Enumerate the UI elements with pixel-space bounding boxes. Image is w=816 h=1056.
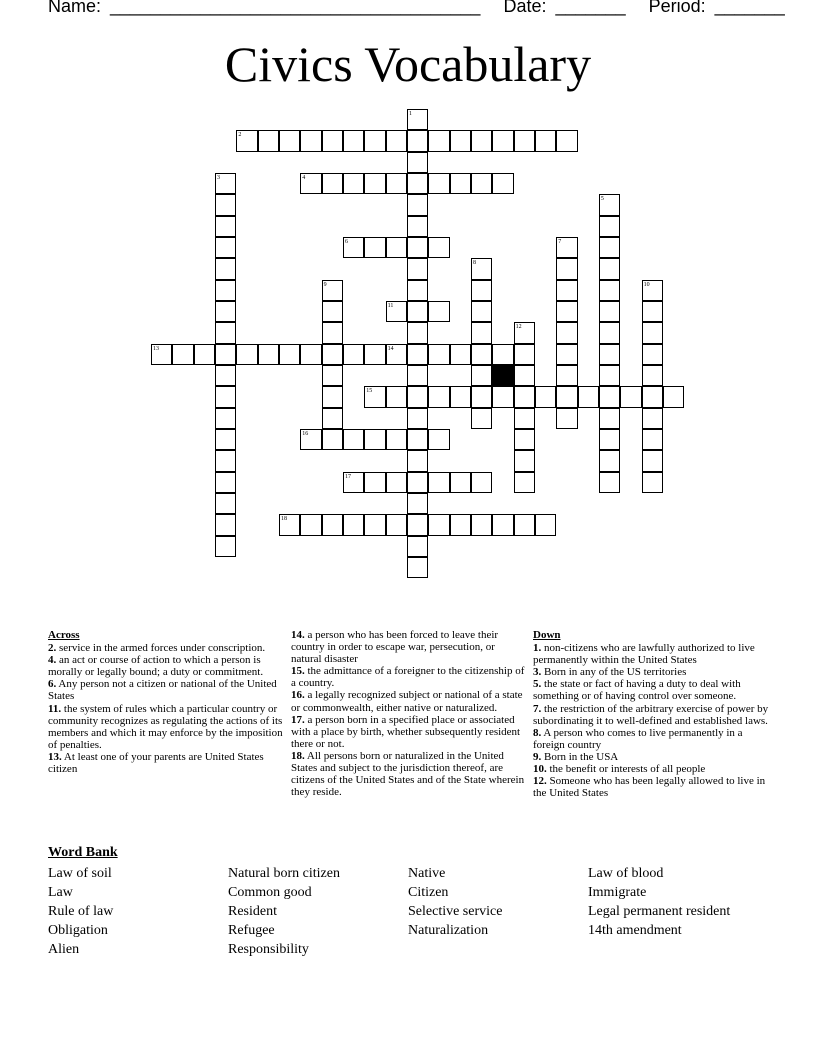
grid-cell[interactable] [322,344,343,365]
grid-cell[interactable] [407,450,428,471]
word-bank-item: Native [408,866,446,881]
grid-cell[interactable] [642,365,663,386]
grid-cell[interactable] [407,386,428,407]
grid-cell[interactable] [407,408,428,429]
clue-text: A person who comes to live permanently in a foreign country [533,726,743,751]
word-bank-item: Law of blood [588,866,664,881]
clue-item [291,665,527,689]
grid-cell[interactable] [471,322,492,343]
name-field[interactable]: _____________________________________ [110,0,481,16]
clue-item [533,642,769,666]
word-bank-item: 14th amendment [588,923,682,938]
grid-cell[interactable] [514,450,535,471]
grid-cell[interactable] [642,322,663,343]
grid-cell[interactable] [556,365,577,386]
clue-number-label: 7. [533,702,542,715]
grid-cell[interactable] [407,514,428,535]
word-bank-item: Law of soil [48,866,112,881]
grid-cell[interactable] [514,408,535,429]
grid-cell[interactable] [322,173,343,194]
grid-cell[interactable] [407,216,428,237]
grid-cell[interactable] [364,344,385,365]
grid-cell[interactable] [599,365,620,386]
grid-cell[interactable] [343,130,364,151]
word-bank-item: Responsibility [228,942,309,957]
clue-item [48,678,284,702]
grid-cell[interactable] [407,322,428,343]
grid-cell[interactable] [535,130,556,151]
grid-cell[interactable] [215,408,236,429]
grid-cell[interactable] [428,344,449,365]
grid-cell[interactable] [364,472,385,493]
down-list [533,642,769,799]
grid-cell[interactable] [215,472,236,493]
word-bank-item: Naturalization [408,923,489,938]
word-bank-column-1 [48,864,113,959]
grid-cell[interactable] [386,173,407,194]
across-list-1 [48,642,284,775]
clue-number: 3 [216,174,220,181]
clue-item [291,750,527,798]
grid-cell[interactable] [642,408,663,429]
clue-item [291,629,527,665]
grid-cell[interactable] [364,130,385,151]
grid-cell[interactable] [428,173,449,194]
grid-cell[interactable] [215,429,236,450]
grid-cell[interactable] [471,280,492,301]
grid-cell[interactable] [279,344,300,365]
grid-cell[interactable] [407,130,428,151]
clue-number-label: 4. [48,654,57,667]
clue-text: the admittance of a foreigner to the citizenship of a country. [291,665,525,690]
clue-text: At least one of your parents are United States citizen [48,750,264,776]
grid-cell[interactable] [514,344,535,365]
clue-item [533,775,769,799]
grid-cell[interactable] [407,365,428,386]
clue-text: a person born in a specified place or associated with a place by birth, whether subsequently resident there or not. [291,713,521,750]
grid-cell[interactable] [364,429,385,450]
grid-cell[interactable] [215,536,236,557]
clue-number: 11 [387,302,394,309]
grid-cell[interactable] [215,514,236,535]
grid-cell[interactable] [407,472,428,493]
grid-cell[interactable] [215,386,236,407]
grid-cell[interactable] [599,216,620,237]
grid-cell[interactable] [407,493,428,514]
clue-number-label: 18. [291,749,305,762]
grid-cell[interactable] [407,344,428,365]
grid-cell[interactable] [471,344,492,365]
clue-number: 12 [515,324,522,331]
clue-text: All persons born or naturalized in the United States and subject to the jurisdiction thereof, are citizens of the United States and of the State wherein they reside. [291,749,525,799]
word-bank-item: Natural born citizen [228,866,340,881]
grid-cell[interactable] [492,514,513,535]
grid-cell[interactable] [258,130,279,151]
grid-cell[interactable] [343,429,364,450]
word-bank-item: Obligation [48,923,108,938]
grid-cell[interactable] [322,365,343,386]
clue-item [48,751,284,775]
grid-cell[interactable] [556,280,577,301]
grid-cell[interactable] [642,429,663,450]
clue-text: Any person not a citizen or national of the United States [48,678,277,703]
grid-cell[interactable] [322,301,343,322]
date-field[interactable]: _______ [555,0,626,16]
grid-cell[interactable] [428,237,449,258]
word-bank-item: Resident [228,904,277,919]
grid-cell[interactable] [514,429,535,450]
grid-cell[interactable] [556,258,577,279]
grid-cell[interactable] [642,450,663,471]
clue-number: 7 [558,238,562,245]
clue-text: the restriction of the arbitrary exercise of power by subordinating it to well-defined and established laws. [533,702,769,727]
grid-cell[interactable] [642,472,663,493]
grid-cell[interactable] [492,344,513,365]
across-list-2 [291,629,527,798]
period-label: Period: [648,0,706,16]
grid-cell[interactable] [364,237,385,258]
grid-cell[interactable] [642,386,663,407]
grid-cell[interactable] [300,514,321,535]
grid-cell[interactable] [407,429,428,450]
clue-item [533,727,769,751]
clue-text: Born in any of the US territories [541,666,687,679]
grid-cell[interactable] [450,514,471,535]
clue-number: 9 [323,281,327,288]
grid-cell[interactable] [428,386,449,407]
period-field[interactable]: _______ [714,0,785,16]
across-heading: Across [48,629,80,641]
clue-number: 15 [366,388,373,395]
grid-cell[interactable] [236,344,257,365]
grid-cell[interactable] [471,173,492,194]
clue-text: the system of rules which a particular country or community recognizes as regulating the actions of its members and which it may enforce by the imposition of penalties. [48,702,283,751]
grid-cell[interactable] [514,386,535,407]
grid-cell[interactable] [279,130,300,151]
grid-cell[interactable] [407,258,428,279]
grid-cell[interactable] [215,280,236,301]
clue-number: 17 [344,473,351,480]
grid-cell[interactable] [428,429,449,450]
grid-cell[interactable] [386,237,407,258]
grid-cell[interactable] [407,280,428,301]
grid-cell[interactable] [386,429,407,450]
clue-text: a person who has been forced to leave their country in order to escape war, persecution, or natural disaster [291,629,499,666]
grid-cell[interactable] [450,344,471,365]
grid-cell[interactable] [215,344,236,365]
clue-text: Someone who has been legally allowed to live in the United States [533,775,766,800]
grid-cell[interactable] [599,280,620,301]
grid-cell[interactable] [428,130,449,151]
grid-cell[interactable] [599,408,620,429]
clue-number-label: 8. [533,726,542,739]
grid-cell[interactable] [428,301,449,322]
clue-item [533,751,769,763]
grid-cell[interactable] [471,130,492,151]
clue-item [48,703,284,751]
grid-cell[interactable] [215,194,236,215]
clue-item [291,689,527,713]
grid-cell[interactable] [300,344,321,365]
grid-cell[interactable] [492,386,513,407]
word-bank-item: Rule of law [48,904,114,919]
grid-cell[interactable] [642,301,663,322]
grid-cell[interactable] [322,130,343,151]
clue-number: 4 [302,174,306,181]
page-title: Civics Vocabulary [224,36,592,92]
grid-cell[interactable] [322,514,343,535]
grid-cell[interactable] [599,472,620,493]
grid-cell[interactable] [450,173,471,194]
grid-cell[interactable] [450,386,471,407]
grid-cell[interactable] [407,557,428,578]
clue-number-label: 10. [533,763,547,776]
grid-cell[interactable] [599,429,620,450]
grid-cell[interactable] [535,386,556,407]
word-bank-column-4 [588,864,730,940]
grid-cell[interactable] [322,408,343,429]
word-bank-item: Alien [48,942,80,957]
grid-cell[interactable] [663,386,684,407]
grid-cell[interactable] [386,386,407,407]
grid-cell[interactable] [407,173,428,194]
clue-number-label: 3. [533,666,542,679]
word-bank-item: Selective service [408,904,503,919]
grid-cell[interactable] [556,386,577,407]
clue-number-label: 17. [291,713,305,726]
clue-number-label: 14. [291,629,305,641]
grid-cell[interactable] [215,365,236,386]
word-bank-item: Legal permanent resident [588,904,731,919]
word-bank-item: Refugee [228,923,275,938]
word-bank-column-2 [228,864,340,959]
grid-cell[interactable] [471,514,492,535]
clue-item [291,714,527,750]
grid-cell[interactable] [215,450,236,471]
grid-cell[interactable] [343,173,364,194]
clue-number-label: 15. [291,665,305,678]
grid-cell[interactable] [620,386,641,407]
clue-number-label: 5. [533,678,542,691]
grid-cell[interactable] [599,237,620,258]
clue-item [48,654,284,678]
grid-cell[interactable] [428,514,449,535]
word-bank-title: Word Bank [48,845,118,860]
grid-cell[interactable] [471,386,492,407]
grid-cell[interactable] [322,386,343,407]
grid-cell[interactable] [599,322,620,343]
word-bank-item: Citizen [408,885,449,900]
clue-text: the benefit or interests of all people [546,763,706,776]
grid-cell[interactable] [343,344,364,365]
clue-number: 14 [387,345,394,352]
across-clues-column-2 [291,629,527,798]
grid-cell[interactable] [556,301,577,322]
clue-item [533,703,769,727]
grid-cell[interactable] [556,408,577,429]
grid-cell[interactable] [407,237,428,258]
clue-number: 13 [153,345,159,352]
grid-cell[interactable] [556,130,577,151]
clue-number: 18 [280,516,287,523]
grid-cell[interactable] [599,450,620,471]
grid-cell[interactable] [407,536,428,557]
grid-cell[interactable] [471,408,492,429]
grid-cell[interactable] [514,472,535,493]
clue-item [533,666,769,678]
clue-number: 1 [408,111,412,117]
clue-number-label: 13. [48,750,62,763]
clue-number: 8 [472,260,476,267]
grid-cell[interactable] [599,386,620,407]
grid-cell[interactable] [194,344,215,365]
grid-cell[interactable] [407,301,428,322]
down-heading: Down [533,629,561,641]
grid-cell[interactable] [599,301,620,322]
grid-cell[interactable] [300,130,321,151]
grid-cell[interactable] [215,237,236,258]
clue-text: non-citizens who are lawfully authorized to live permanently within the United States [533,642,755,667]
clue-item [533,678,769,702]
word-bank-item: Common good [228,885,312,900]
grid-cell[interactable] [215,216,236,237]
grid-cell[interactable] [215,258,236,279]
grid-cell[interactable] [556,344,577,365]
grid-cell[interactable] [471,365,492,386]
clue-text: an act or course of action to which a person is morally or legally bound; a duty or commitment. [48,654,264,679]
word-bank-item: Immigrate [588,885,647,900]
clue-text: service in the armed forces under conscription. [56,642,266,655]
grid-cell[interactable] [258,344,279,365]
grid-black-cell [492,365,513,386]
grid-cell[interactable] [599,344,620,365]
clue-text: the state or fact of having a duty to deal with something or of having control over someone. [533,678,741,703]
grid-cell[interactable] [215,493,236,514]
clue-number: 16 [302,430,309,437]
clue-number-label: 11. [48,702,62,715]
grid-cell[interactable] [514,365,535,386]
clue-number-label: 12. [533,775,547,788]
grid-cell[interactable] [407,152,428,173]
grid-cell[interactable] [386,514,407,535]
across-clues-column-1 [48,629,284,775]
grid-cell[interactable] [215,322,236,343]
grid-cell[interactable] [407,194,428,215]
grid-cell[interactable] [322,322,343,343]
grid-cell[interactable] [556,322,577,343]
grid-cell[interactable] [471,301,492,322]
grid-cell[interactable] [172,344,193,365]
clue-number: 10 [643,281,650,288]
clue-number: 5 [600,196,604,203]
grid-cell[interactable] [450,130,471,151]
grid-cell[interactable] [514,130,535,151]
grid-cell[interactable] [514,514,535,535]
grid-cell[interactable] [343,514,364,535]
grid-cell[interactable] [386,472,407,493]
grid-cell[interactable] [642,344,663,365]
down-clues-column [533,629,769,799]
word-bank-item: Law [48,885,73,900]
grid-cell[interactable] [578,386,599,407]
clue-item [48,642,284,654]
clue-text: Born in the USA [541,750,619,763]
clue-number-label: 6. [48,678,57,691]
grid-cell[interactable] [364,514,385,535]
grid-cell[interactable] [535,514,556,535]
grid-cell[interactable] [386,130,407,151]
clue-number-label: 9. [533,750,542,763]
word-bank-column-3 [408,864,502,940]
clue-number-label: 1. [533,642,542,655]
grid-cell[interactable] [322,429,343,450]
clue-number: 2 [238,132,242,139]
grid-cell[interactable] [492,130,513,151]
grid-cell[interactable] [215,301,236,322]
grid-cell[interactable] [364,173,385,194]
clue-item [533,763,769,775]
name-label: Name: [48,0,102,16]
clue-number: 6 [344,238,348,245]
grid-cell[interactable] [428,472,449,493]
clue-text: a legally recognized subject or national of a state or commonwealth, either native or naturalized. [291,689,523,714]
grid-cell[interactable] [450,472,471,493]
grid-cell[interactable] [599,258,620,279]
grid-cell[interactable] [471,472,492,493]
grid-cell[interactable] [492,173,513,194]
clue-number-label: 2. [48,642,57,655]
clue-number-label: 16. [291,689,305,702]
date-label: Date: [503,0,547,16]
